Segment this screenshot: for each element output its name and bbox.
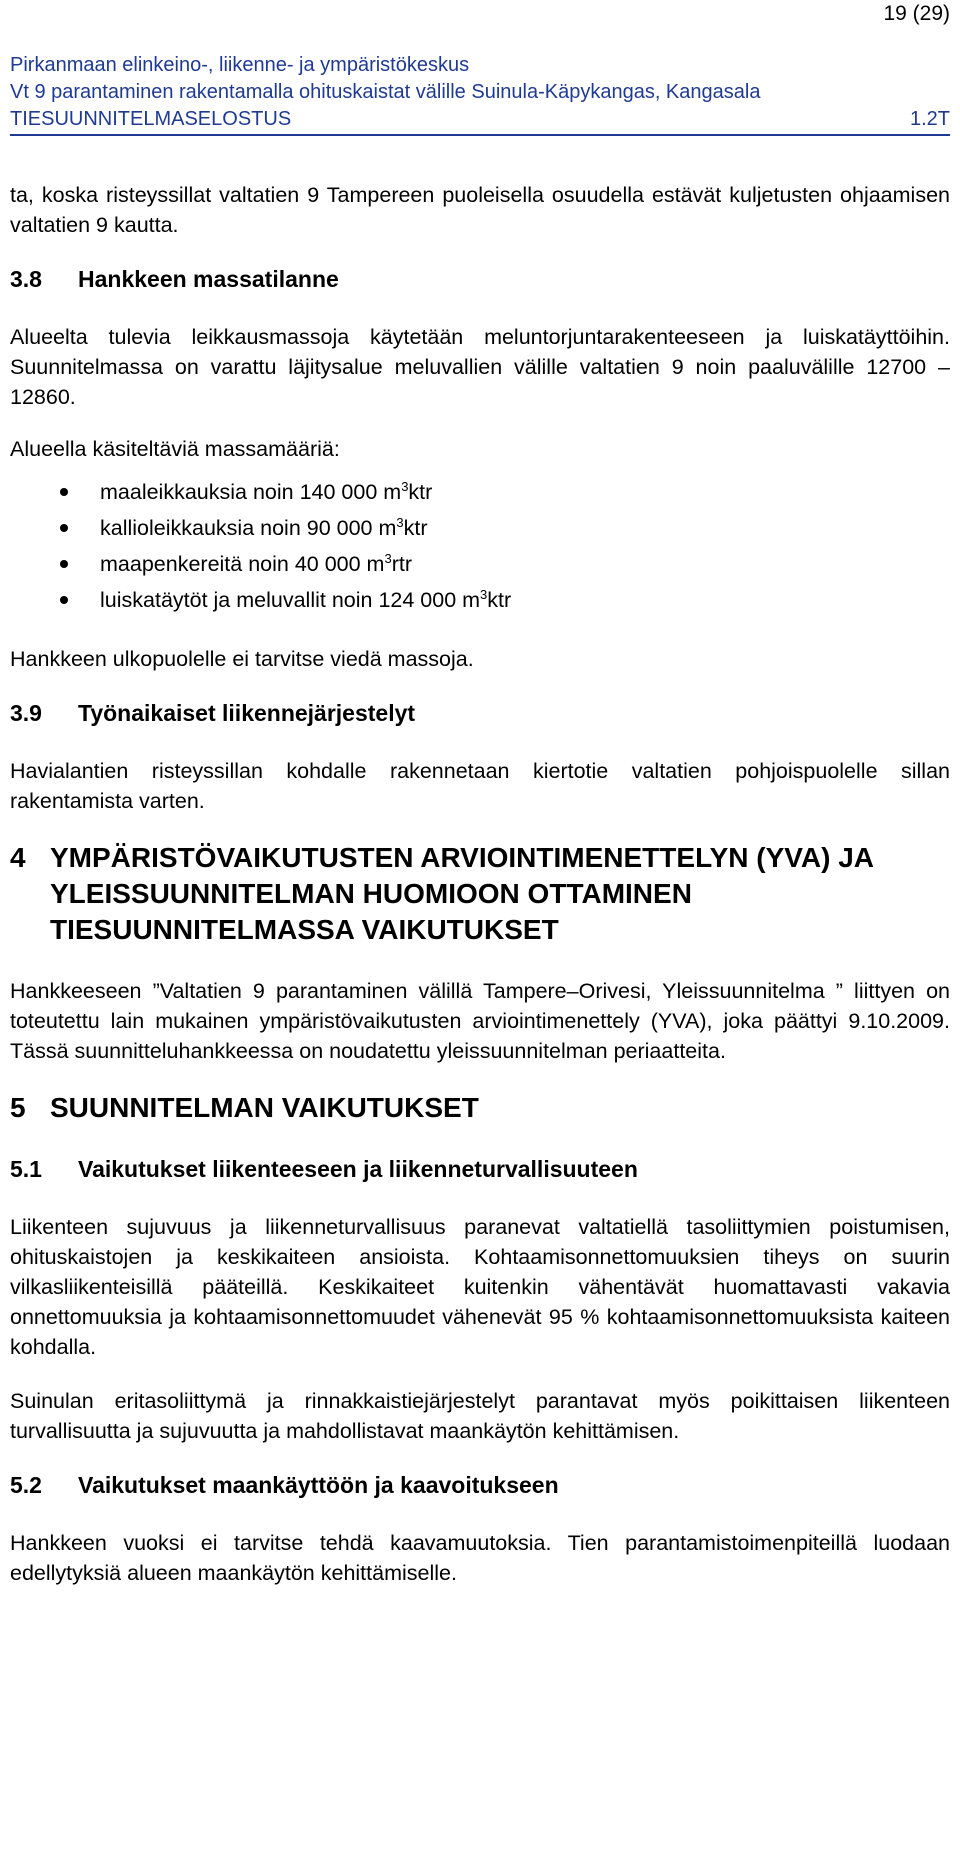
section-title: Työnaikaiset liikennejärjestelyt	[78, 700, 416, 726]
section-3-9-heading	[10, 698, 950, 728]
header-doc-code: 1.2T	[909, 108, 950, 130]
list-item: luiskatäytöt ja meluvallit noin 124 000 $m^3ktr$	[10, 582, 950, 618]
section-5-1-paragraph-1: Liikenteen sujuvuus ja liikenneturvallisuus paranevat valtatiellä tasoliittymien poistumisen, ohituskaistojen ja keskikaiteen ansioista. Kohtaamisonnettomuuksien tiheys on suurin vilkasliikenteisillä pääteillä. Keskikaiteet kuitenkin vähentävät huomattavasti vakavia onnettomuuksia ja kohtaamisonnettomuudet vähenevät 95 % kohtaamisonnettomuuksista kaiteen kohdalla.	[10, 1215, 950, 1359]
bullet-icon	[60, 488, 68, 496]
header-project: Vt 9 parantaminen rakentamalla ohituskaistat välille Suinula-Käpykangas, Kangasala	[10, 81, 761, 103]
section-5-2-heading	[10, 1470, 950, 1500]
bullet-icon	[60, 560, 68, 568]
section-3-8-paragraph-2: Hankkeen ulkopuolelle ei tarvitse viedä massoja.	[10, 647, 474, 671]
header-doc-type: TIESUUNNITELMASELOSTUS	[10, 108, 292, 130]
header-organization: Pirkanmaan elinkeino-, liikenne- ja ympäristökeskus	[10, 54, 470, 76]
section-title: SUUNNITELMAN VAIKUTUKSET	[50, 1092, 479, 1123]
document-body	[10, 180, 950, 1612]
section-number: 3.9	[10, 700, 42, 726]
list-intro: Alueella käsiteltäviä massamääriä:	[10, 437, 340, 461]
list-item: maaleikkauksia noin 140 000 $m^3ktr$	[10, 474, 950, 510]
section-title: Vaikutukset liikenteeseen ja liikenneturvallisuuteen	[78, 1156, 638, 1182]
section-5-2-paragraph: Hankkeen vuoksi ei tarvitse tehdä kaavamuutoksia. Tien parantamistoimenpiteillä luodaan edellytyksiä alueen maankäytön kehittämiselle.	[10, 1531, 950, 1585]
section-4-paragraph: Hankkeeseen ”Valtatien 9 parantaminen välillä Tampere–Orivesi, Yleissuunnitelma ” liittyen on toteutettu lain mukainen ympäristövaikutusten arviointimenettely (YVA), joka päättyi 9.10.2009. Tässä suunnitteluhankkeessa on noudatettu yleissuunnitelman periaatteita.	[10, 979, 950, 1063]
section-4-heading	[10, 840, 950, 948]
header-doc-line	[10, 106, 950, 136]
section-number: 5	[10, 1092, 26, 1123]
section-title: Hankkeen massatilanne	[78, 266, 339, 292]
section-5-1-paragraph-2: Suinulan eritasoliittymä ja rinnakkaistiejärjestelyt parantavat myös poikittaisen liikenteen turvallisuutta ja sujuvuutta ja mahdollistavat maankäytön kehittämisen.	[10, 1389, 950, 1443]
bullet-icon	[60, 596, 68, 604]
mass-quantity-list	[10, 474, 950, 618]
section-number: 4	[10, 842, 26, 873]
section-number: 3.8	[10, 266, 42, 292]
section-5-1-heading	[10, 1154, 950, 1184]
section-number: 5.1	[10, 1156, 42, 1182]
section-title: Vaikutukset maankäyttöön ja kaavoitukseen	[78, 1472, 559, 1498]
bullet-icon	[60, 524, 68, 532]
section-3-9-paragraph: Havialantien risteyssillan kohdalle rakennetaan kiertotie valtatien pohjoispuolelle sillan rakentamista varten.	[10, 759, 950, 813]
section-5-heading	[10, 1090, 950, 1126]
section-number: 5.2	[10, 1472, 42, 1498]
document-header	[10, 52, 950, 136]
list-item: maapenkereitä noin 40 000 $m^3rtr$	[10, 546, 950, 582]
section-title: YMPÄRISTÖVAIKUTUSTEN ARVIOINTIMENETTELYN (YVA) JA YLEISSUUNNITELMAN HUOMIOON OTTAMINEN TIESUUNNITELMASSA VAIKUTUKSET	[50, 842, 873, 945]
section-3-8-paragraph-1: Alueelta tulevia leikkausmassoja käytetään meluntorjuntarakenteeseen ja luiskatäyttöihin. Suunnitelmassa on varattu läjitysalue meluvallien välille valtatien 9 noin paaluvälille 12700 – 12860.	[10, 325, 950, 409]
list-item: kallioleikkauksia noin 90 000 $m^3ktr$	[10, 510, 950, 546]
section-3-8-heading	[10, 264, 950, 294]
intro-paragraph: ta, koska risteyssillat valtatien 9 Tampereen puoleisella osuudella estävät kuljetusten ohjaamisen valtatien 9 kautta.	[10, 183, 950, 237]
page-number: 19 (29)	[883, 2, 950, 25]
